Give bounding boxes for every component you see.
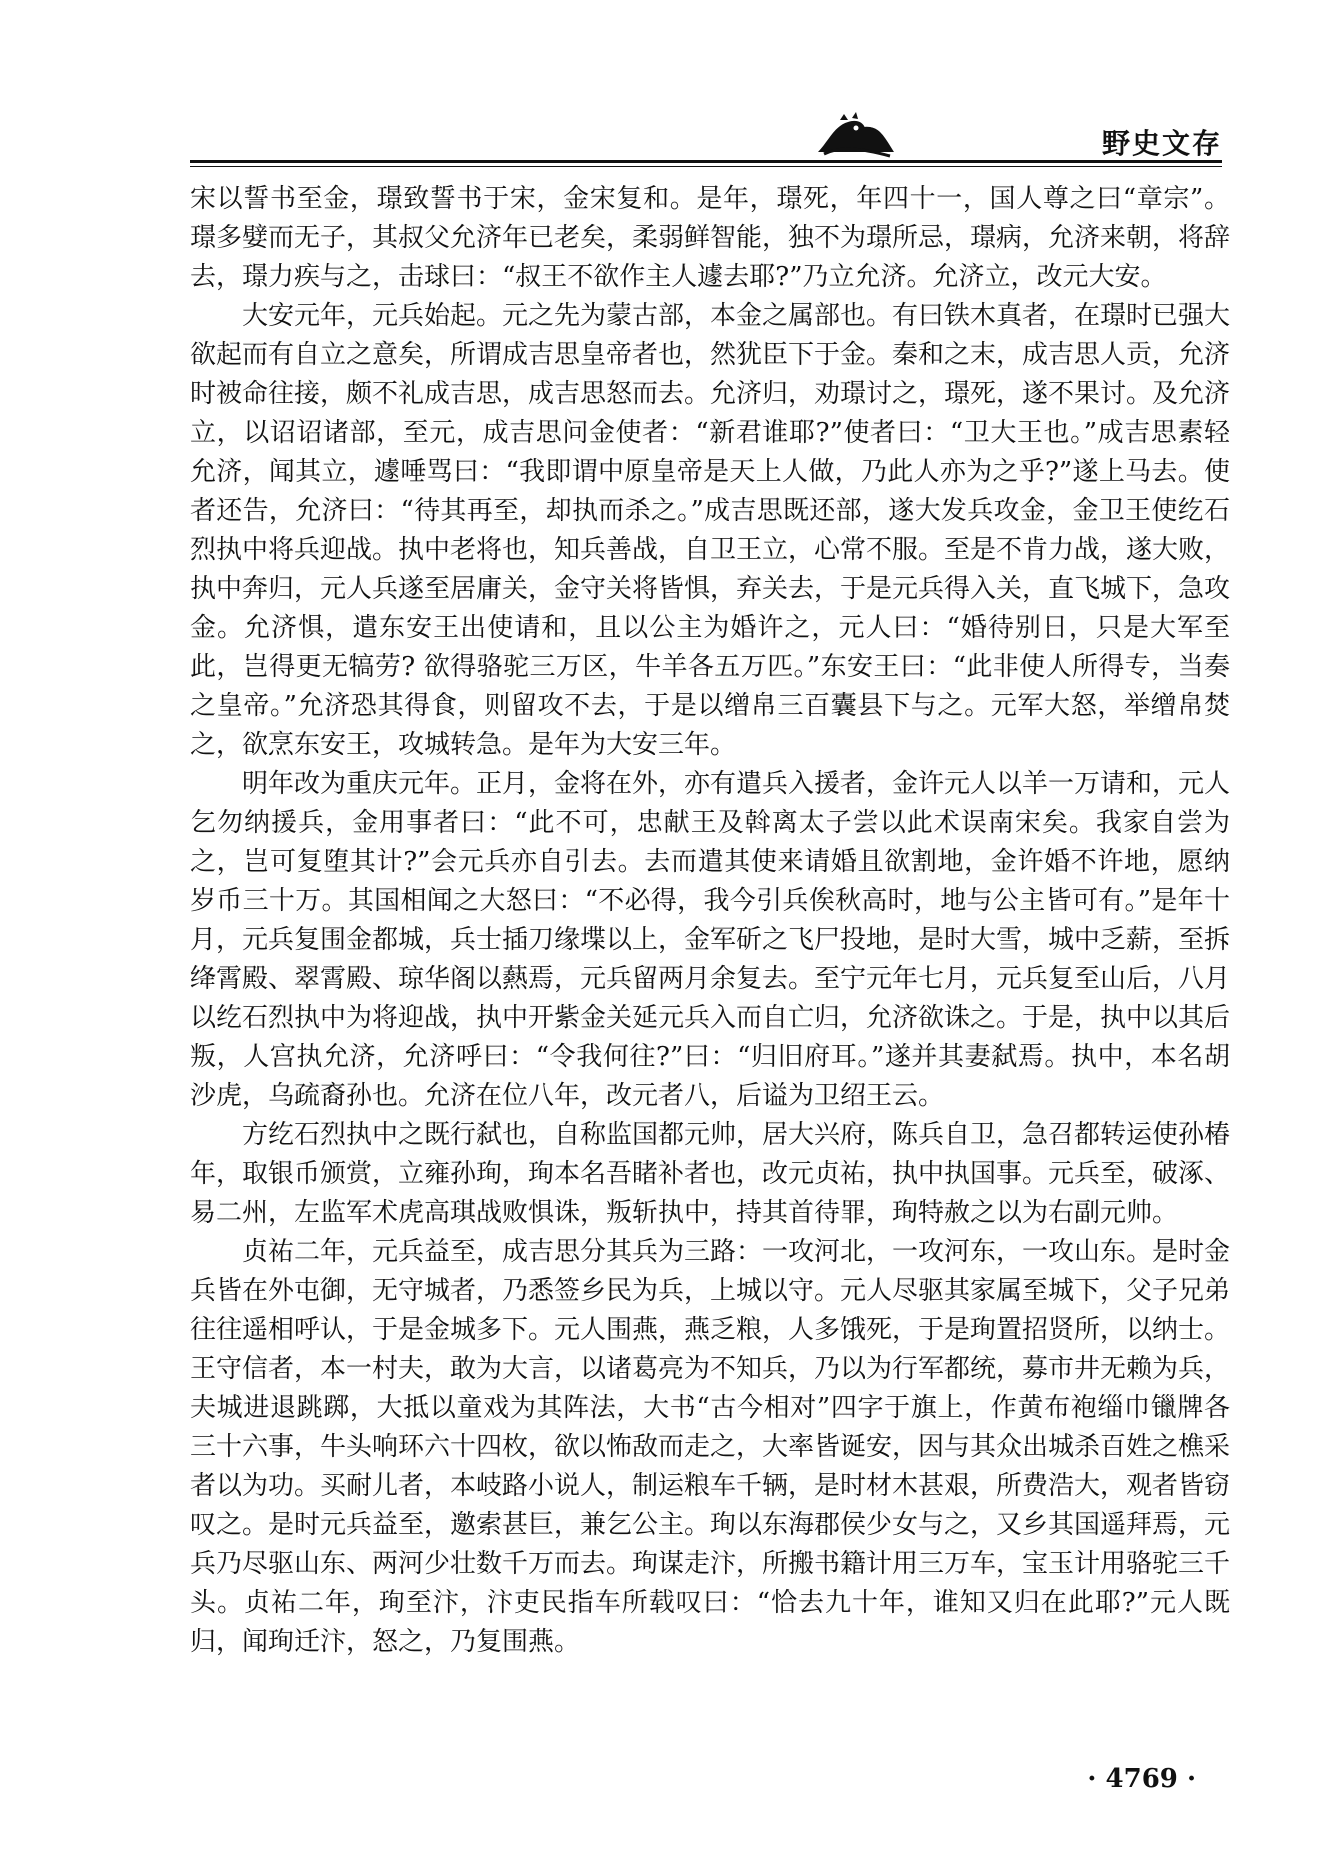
page-number: · 4769 · bbox=[1087, 1764, 1196, 1794]
paragraph: 宋以誓书至金，璟致誓书于宋，金宋复和。是年，璟死，年四十一，国人尊之曰“章宗”。璟多嬖而无子，其叔父允济年已老矣，柔弱鲜智能，独不为璟所忌，璟病，允济来朝，将辞去，璟力疾与之，击球曰：“叔王不欲作主人遽去耶?”乃立允济。允济立，改元大安。 bbox=[190, 184, 1231, 292]
header-rule bbox=[190, 160, 1222, 163]
paragraph: 贞祐二年，元兵益至，成吉思分其兵为三路：一攻河北，一攻河东，一攻山东。是时金兵皆在外屯御，无守城者，乃悉签乡民为兵，上城以守。元人尽驱其家属至城下，父子兄弟往往遥相呼认，于是金城多下。元人围燕，燕乏粮，人多饿死，于是珣置招贤所，以纳士。王守信者，本一村夫，敢为大言，以诸葛亮为不知兵，乃以为行军都统，募市井无赖为兵，夫城进退跳踯，大抵以童戏为其阵法，大书“古今相对”四字于旗上，作黄布袍缁巾镴牌各三十六事，牛头响环六十四枚，欲以怖敌而走之，大率皆诞安，因与其众出城杀百姓之樵采者以为功。买耐儿者，本岐路小说人，制运粮车千辆，是时材木甚艰，所费浩大，观者皆窃叹之。是时元兵益至，邀索甚巨，兼乞公主。珣以东海郡侯少女与之，又乡其国遥拜焉，元兵乃尽驱山东、两河少壮数千万而去。珣谋走汴，所搬书籍计用三万车，宝玉计用骆驼三千头。贞祐二年，珣至汴，汴吏民指车所载叹曰：“恰去九十年，谁知又归在此耶?”元人既归，闻珣迁汴，怒之，乃复围燕。 bbox=[190, 1237, 1231, 1657]
paragraph: 方纥石烈执中之既行弑也，自称监国都元帅，居大兴府，陈兵自卫，急召都转运使孙椿年，取银币颁赏，立雍孙珣，珣本名吾睹补者也，改元贞祐，执中执国事。元兵至，破涿、易二州，左监军术虎高琪战败惧诛，叛斩执中，持其首待罪，珣特赦之以为右副元帅。 bbox=[190, 1120, 1231, 1228]
body-text bbox=[190, 180, 1230, 1662]
running-title: 野史文存 bbox=[1101, 127, 1222, 160]
header-rule-thin bbox=[190, 166, 1222, 167]
dragon-emblem-icon bbox=[810, 112, 900, 162]
page-header bbox=[190, 112, 1222, 162]
paragraph: 大安元年，元兵始起。元之先为蒙古部，本金之属部也。有曰铁木真者，在璟时已强大欲起而有自立之意矣，所谓成吉思皇帝者也，然犹臣下于金。秦和之末，成吉思人贡，允济时被命往接，颇不礼成吉思，成吉思怒而去。允济归，劝璟讨之，璟死，遂不果讨。及允济立，以诏诏诸部，至元，成吉思问金使者：“新君谁耶?”使者曰：“卫大王也。”成吉思素轻允济，闻其立，遽唾骂曰：“我即谓中原皇帝是天上人做，乃此人亦为之乎?”遂上马去。使者还告，允济曰：“待其再至，却执而杀之。”成吉思既还部，遂大发兵攻金，金卫王使纥石烈执中将兵迎战。执中老将也，知兵善战，自卫王立，心常不服。至是不肯力战，遂大败，执中奔归，元人兵遂至居庸关，金守关将皆惧，弃关去，于是元兵得入关，直飞城下，急攻金。允济惧，遣东安王出使请和，且以公主为婚许之，元人曰：“婚待别日，只是大军至此，岂得更无犒劳? 欲得骆驼三万区，牛羊各五万匹。”东安王曰：“此非使人所得专，当奏之皇帝。”允济恐其得食，则留攻不去，于是以缯帛三百囊县下与之。元军大怒，举缯帛焚之，欲烹东安王，攻城转急。是年为大安三年。 bbox=[190, 301, 1231, 760]
paragraph: 明年改为重庆元年。正月，金将在外，亦有遣兵入援者，金许元人以羊一万请和，元人乞勿纳援兵，金用事者曰：“此不可，忠献王及斡离太子尝以此术误南宋矣。我家自尝为之，岂可复堕其计?”会元兵亦自引去。去而遣其使来请婚且欲割地，金许婚不许地，愿纳岁币三十万。其国相闻之大怒曰：“不必得，我今引兵俟秋高时，地与公主皆可有。”是年十月，元兵复围金都城，兵士插刀缘堞以上，金军斫之飞尸投地，是时大雪，城中乏薪，至拆绛霄殿、翠霄殿、琼华阁以爇焉，元兵留两月余复去。至宁元年七月，元兵复至山后，八月以纥石烈执中为将迎战，执中开紫金关延元兵入而自亡归，允济欲诛之。于是，执中以其后叛，人宫执允济，允济呼曰：“令我何往?”曰：“归旧府耳。”遂并其妻弑焉。执中，本名胡沙虎，乌疏裔孙也。允济在位八年，改元者八，后谥为卫绍王云。 bbox=[190, 769, 1231, 1111]
